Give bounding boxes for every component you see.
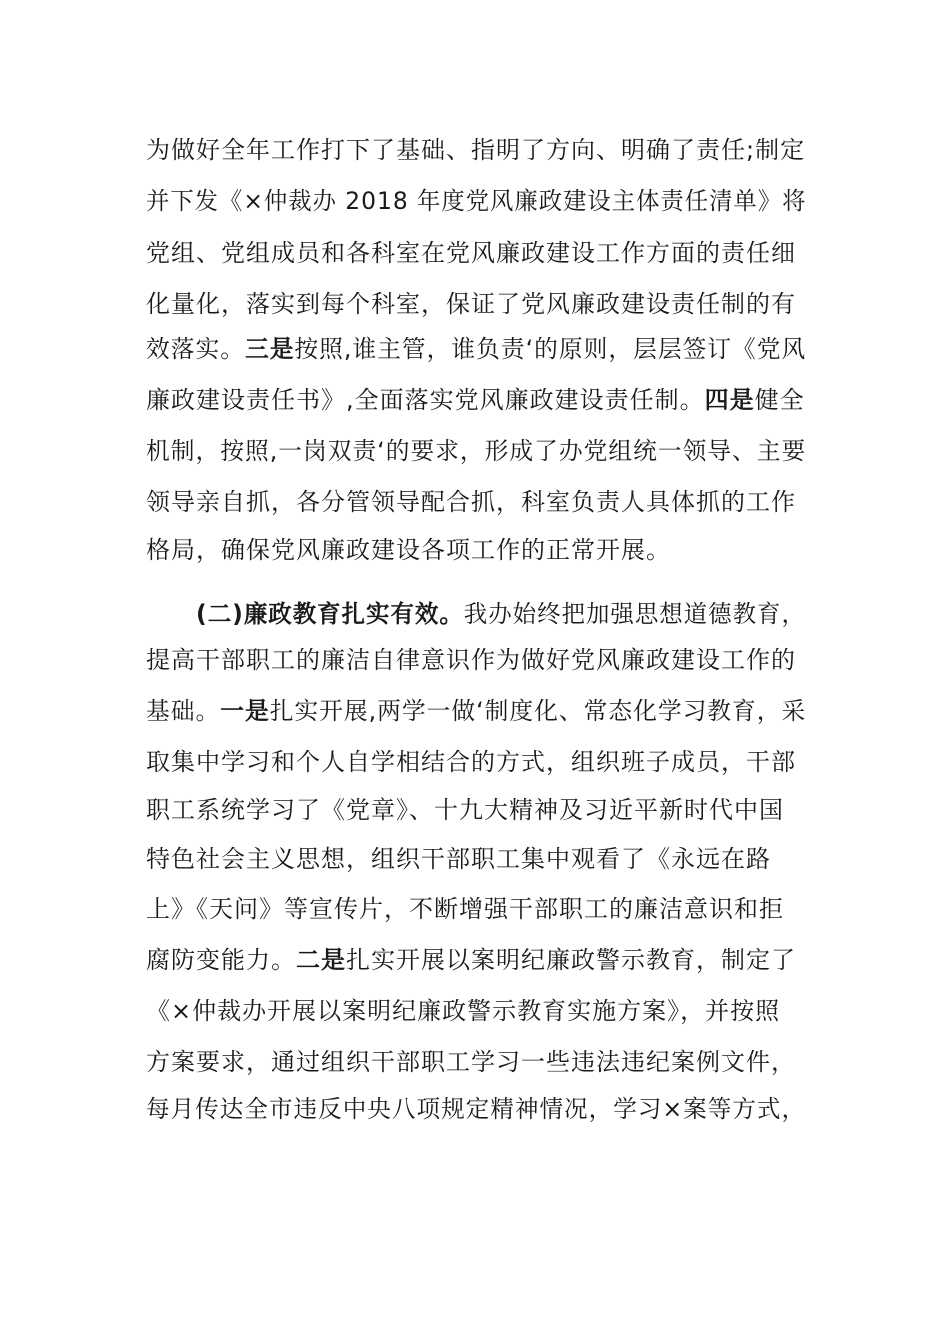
text-run: 党组、党组成员和各科室在党风廉政建设工作方面的责任细 [146,239,796,267]
text-run: 腐防变能力。 [146,946,296,974]
text-run: 特色社会主义思想，组织干部职工集中观看了《永远在路 [146,845,771,873]
text-line [146,284,806,324]
text-line [146,790,806,830]
text-run: 领导亲自抓，各分管领导配合抓，科室负责人具体抓的工作 [146,488,796,516]
text-run: 健全 [754,386,805,414]
text-run: 廉政建设责任书》,全面落实党风廉政建设责任制。 [146,386,705,414]
text-line [146,380,806,420]
text-run: 取集中学习和个人自学相结合的方式，组织班子成员，干部 [146,748,796,776]
text-run: 为做好全年工作打下了基础、指明了方向、明确了责任;制定 [146,136,806,164]
text-line [146,1042,806,1082]
bold-lead: 一是 [220,697,270,725]
bold-lead: 四是 [704,386,755,414]
text-run: 提高干部职工的廉洁自律意识作为做好党风廉政建设工作的 [146,646,796,674]
text-run: 基础。 [146,697,221,725]
text-line [146,482,806,522]
text-run: 《×仲裁办开展以案明纪廉政警示教育实施方案》，并按照 [146,997,781,1025]
text-line [146,991,806,1031]
bold-lead: 三是 [244,335,295,363]
text-line [146,329,807,369]
text-run: 格局，确保党风廉政建设各项工作的正常开展。 [146,536,671,564]
text-run: 化量化，落实到每个科室，保证了党风廉政建设责任制的有 [146,290,796,318]
section-heading-line [196,594,806,634]
text-run: 扎实开展以案明纪廉政警示教育，制定了 [346,946,796,974]
text-line [146,530,806,570]
text-run: 每月传达全市违反中央八项规定精神情况，学习×案等方式， [146,1095,807,1123]
text-line [146,640,806,680]
text-run: 并下发《×仲裁办 2018 年度党风廉政建设主体责任清单》将 [146,187,807,215]
text-line [146,1089,807,1129]
text-run: 我办始终把加强思想道德教育， [463,600,806,628]
text-line [146,130,806,170]
text-line [146,889,806,929]
text-run: 扎实开展,两学一做‘制度化、常态化学习教育，采 [269,697,807,725]
text-line [146,431,807,471]
text-line [146,742,806,782]
text-run: 上》《天问》等宣传片，不断增强干部职工的廉洁意识和拒 [146,895,784,923]
text-line [146,940,806,980]
text-run: 职工系统学习了《党章》、十九大精神及习近平新时代中国 [146,796,784,824]
text-line [146,233,806,273]
text-run: 机制，按照,一岗双责‘的要求，形成了办党组统一领导、主要 [146,437,807,465]
text-line [146,839,806,879]
section-heading: (二)廉政教育扎实有效。 [196,600,464,628]
bold-lead: 二是 [296,946,346,974]
text-run: 按照,谁主管，谁负责‘的原则，层层签订《党风 [294,335,807,363]
text-run: 效落实。 [146,335,245,363]
text-run: 方案要求，通过组织干部职工学习一些违法违纪案例文件， [146,1048,796,1076]
text-line [146,181,807,221]
text-line [146,691,807,731]
